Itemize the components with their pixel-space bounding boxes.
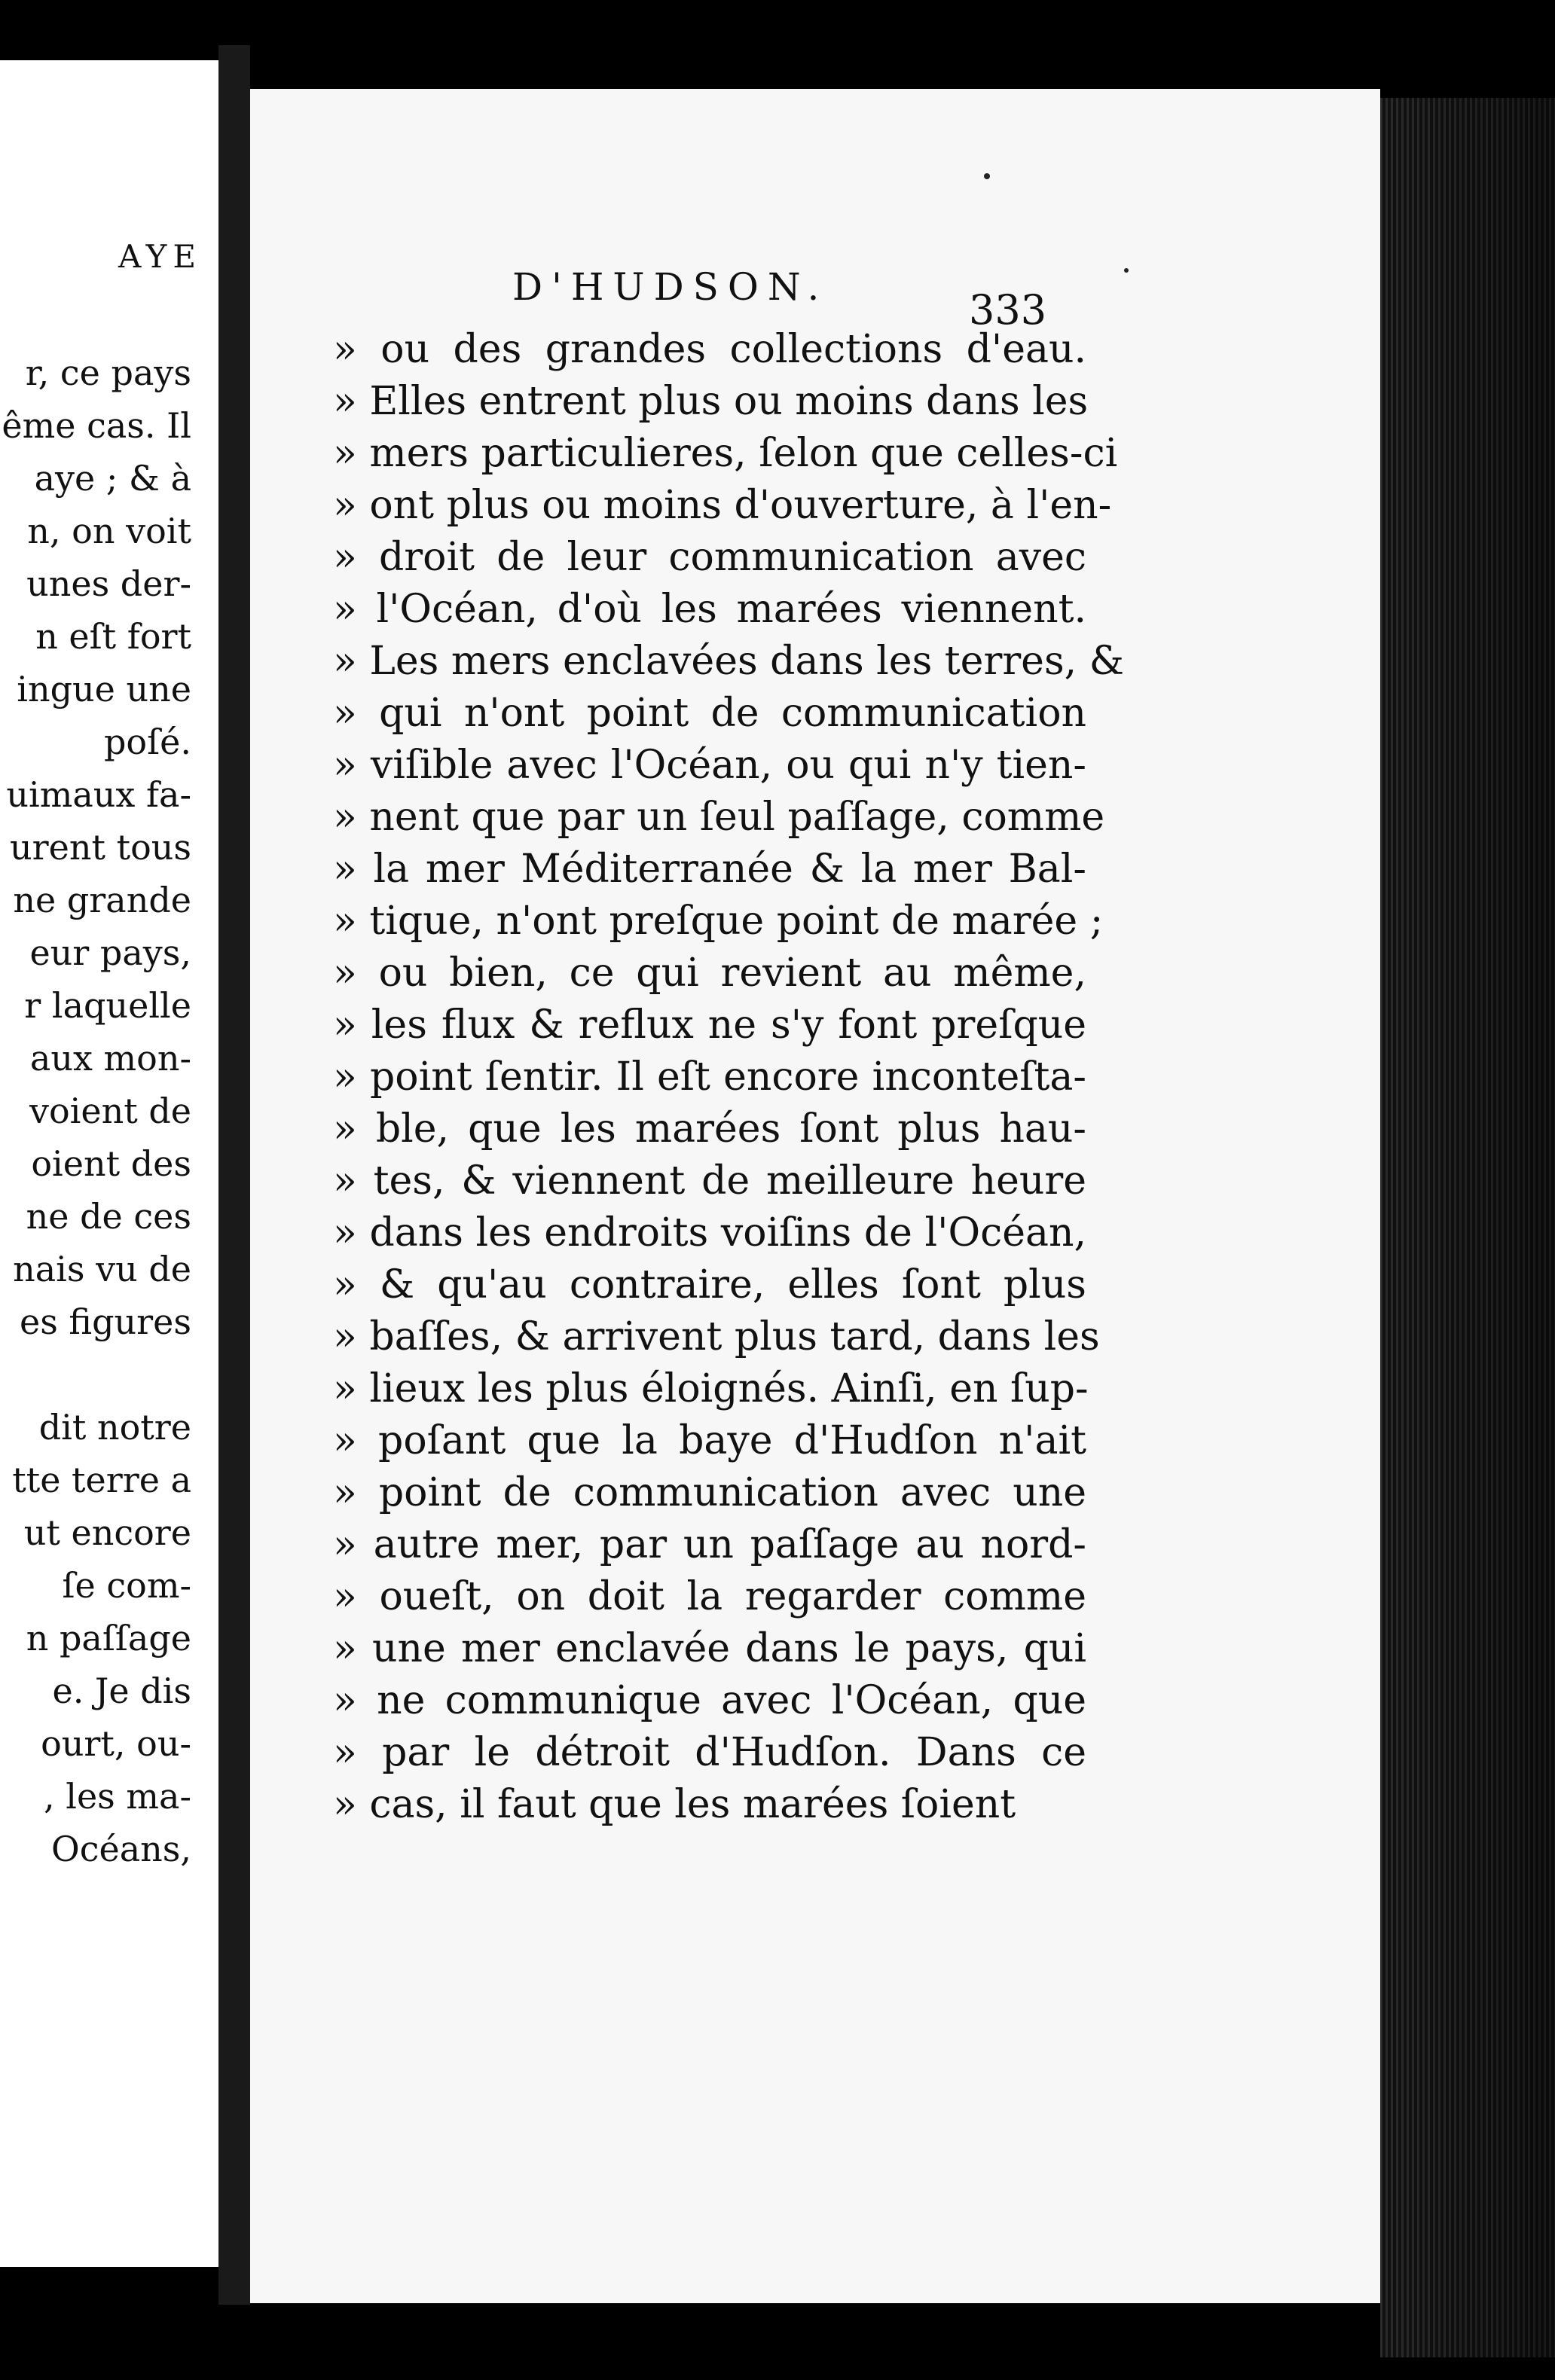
text-line: » tes, & viennent de meilleure heure <box>333 1158 1086 1204</box>
text-line: nais vu de <box>13 1249 191 1289</box>
text-line: » par le détroit d'Hudſon. Dans ce <box>333 1730 1086 1775</box>
text-line: » ont plus ou moins d'ouverture, à l'en- <box>333 483 1112 528</box>
text-line: , les ma- <box>44 1776 191 1817</box>
text-line: » autre mer, par un paſſage au nord- <box>333 1522 1086 1567</box>
page-edges-shadow <box>1380 98 1555 2357</box>
text-line: » ou des grandes collections d'eau. <box>333 327 1086 372</box>
text-line: » lieux les plus éloignés. Ainſi, en ſup- <box>333 1366 1089 1411</box>
text-line: » baſſes, & arrivent plus tard, dans les <box>333 1314 1100 1359</box>
text-line: » l'Océan, d'où les marées viennent. <box>333 587 1086 632</box>
text-line: aye ; & à <box>34 458 191 499</box>
text-line: n eſt fort <box>35 616 191 657</box>
running-head: D'HUDSON. <box>512 265 829 309</box>
text-line: n paſſage <box>26 1618 191 1658</box>
text-line: voient de <box>29 1091 191 1131</box>
text-line: » cas, il faut que les marées ſoient <box>333 1782 1016 1827</box>
paragraph-gap <box>2 1348 191 1401</box>
text-line: ême cas. Il <box>2 405 191 446</box>
text-line: » ble, que les marées ſont plus hau- <box>333 1106 1086 1152</box>
ink-speck <box>984 173 990 179</box>
text-line: ut encore <box>23 1512 191 1553</box>
left-page-running-head: AYE <box>118 238 202 275</box>
text-line: poſé. <box>103 722 191 762</box>
text-line: » une mer enclavée dans le pays, qui <box>333 1626 1086 1671</box>
page-number: 333 <box>969 286 1047 334</box>
text-line: » mers particulieres, ſelon que celles-ci <box>333 431 1118 476</box>
book-gutter <box>218 45 250 2305</box>
text-line: » nent que par un ſeul paſſage, comme <box>333 795 1105 840</box>
text-line: es figures <box>19 1301 191 1342</box>
text-line: r, ce pays <box>25 352 191 393</box>
text-line: » ou bien, ce qui revient au même, <box>333 950 1086 996</box>
text-line: » la mer Méditerranée & la mer Bal- <box>333 847 1086 892</box>
text-line: » les flux & reflux ne s'y font preſque <box>333 1002 1086 1048</box>
text-line: ne grande <box>13 880 191 920</box>
ink-speck <box>1124 268 1129 273</box>
text-line: ourt, ou- <box>41 1723 191 1764</box>
text-line: » tique, n'ont preſque point de marée ; <box>333 899 1104 944</box>
text-line: » poſant que la baye d'Hudſon n'ait <box>333 1418 1086 1463</box>
text-line: » droit de leur communication avec <box>333 535 1086 580</box>
left-page <box>0 60 218 2267</box>
left-page-text <box>2 346 191 1875</box>
text-line: n, on voit <box>27 511 191 551</box>
text-line: » Elles entrent plus ou moins dans les <box>333 379 1089 424</box>
text-line: » dans les endroits voiſins de l'Océan, <box>333 1210 1086 1256</box>
text-line: aux mon- <box>29 1038 191 1079</box>
text-line: » point ſentir. Il eſt encore inconteſta- <box>333 1054 1086 1100</box>
text-line: » ne communique avec l'Océan, que <box>333 1678 1086 1723</box>
text-line: ingue une <box>17 669 191 709</box>
text-line: » point de communication avec une <box>333 1470 1086 1515</box>
text-line: oient des <box>31 1143 191 1184</box>
text-line: uimaux fa- <box>6 774 191 815</box>
text-line: unes der- <box>26 563 191 604</box>
text-line: ſe com- <box>62 1565 191 1606</box>
text-line: » & qu'au contraire, elles ſont plus <box>333 1262 1086 1307</box>
text-line: » qui n'ont point de communication <box>333 691 1086 736</box>
text-line: r laquelle <box>24 985 191 1026</box>
text-line: tte terre a <box>12 1460 191 1500</box>
text-line: » Les mers enclavées dans les terres, & <box>333 639 1124 684</box>
text-line: Océans, <box>51 1829 191 1869</box>
text-line: dit notre <box>38 1407 191 1448</box>
text-line: eur pays, <box>29 932 191 973</box>
text-line: » oueſt, on doit la regarder comme <box>333 1574 1086 1619</box>
text-line: e. Je dis <box>52 1671 191 1711</box>
text-line: » viſible avec l'Océan, ou qui n'y tien- <box>333 743 1086 788</box>
text-line: ne de ces <box>26 1196 191 1237</box>
body-text <box>333 324 1124 1831</box>
text-line: urent tous <box>10 827 191 868</box>
